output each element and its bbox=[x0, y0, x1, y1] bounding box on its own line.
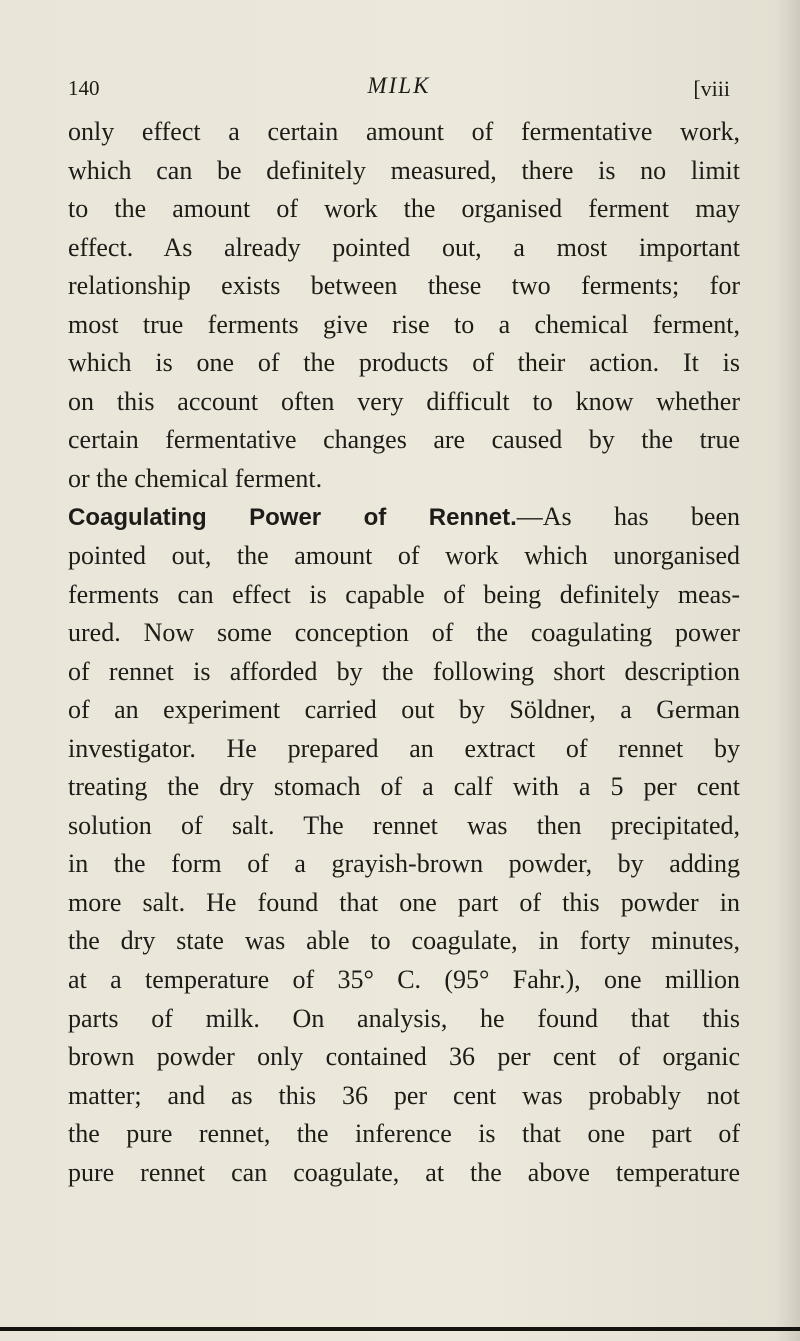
text-line: solution of salt. The rennet was then precipitated, bbox=[68, 810, 740, 840]
text-line: or the chemical ferment. bbox=[68, 463, 323, 493]
text-line: pointed out, the amount of work which unorganised bbox=[68, 541, 740, 571]
text-line: which is one of the products of their action. It is bbox=[68, 348, 740, 378]
text-line: ferments can effect is capable of being definitely meas- bbox=[68, 579, 740, 609]
section-heading: Coagulating Power of Rennet. bbox=[68, 504, 517, 532]
text-line: effect. As already pointed out, a most important bbox=[68, 232, 740, 262]
chapter-mark: [viii bbox=[693, 76, 730, 101]
text-line: at a temperature of 35° C. (95° Fahr.), one million bbox=[68, 965, 740, 995]
text-line: most true ferments give rise to a chemical ferment, bbox=[68, 309, 740, 339]
text-line: more salt. He found that one part of this powder in bbox=[68, 887, 740, 917]
page-number: 140 bbox=[68, 76, 100, 100]
text-line: relationship exists between these two ferments; for bbox=[68, 271, 740, 301]
section-heading-continuation: —As has been bbox=[516, 502, 741, 532]
body-text bbox=[68, 113, 740, 1192]
text-line: the pure rennet, the inference is that one part of bbox=[68, 1119, 740, 1149]
text-line: parts of milk. On analysis, he found that this bbox=[68, 1003, 740, 1033]
text-line: brown powder only contained 36 per cent of organic bbox=[68, 1042, 740, 1072]
text-line: only effect a certain amount of fermentative work, bbox=[68, 117, 740, 146]
text-line: in the form of a grayish-brown powder, by adding bbox=[68, 849, 740, 879]
text-line: treating the dry stomach of a calf with a 5 per cent bbox=[68, 772, 740, 802]
text-line: to the amount of work the organised ferment may bbox=[68, 194, 740, 224]
text-line: ured. Now some conception of the coagulating power bbox=[68, 618, 740, 648]
running-head: MILK bbox=[367, 73, 431, 98]
text-line: which can be definitely measured, there is no limit bbox=[68, 155, 740, 185]
text-line: investigator. He prepared an extract of rennet by bbox=[68, 733, 740, 763]
page-header bbox=[68, 70, 730, 110]
text-line: the dry state was able to coagulate, in forty minutes, bbox=[68, 926, 740, 956]
text-line: of an experiment carried out by Söldner, a German bbox=[68, 695, 740, 725]
text-line: on this account often very difficult to know whether bbox=[68, 386, 740, 416]
section-heading-line bbox=[68, 498, 740, 537]
text-line: certain fermentative changes are caused by the true bbox=[68, 425, 740, 455]
text-line: of rennet is afforded by the following short description bbox=[68, 656, 740, 686]
text-line: matter; and as this 36 per cent was probably not bbox=[68, 1080, 740, 1110]
text-line: pure rennet can coagulate, at the above temperature bbox=[68, 1157, 740, 1187]
bottom-rule bbox=[0, 1327, 800, 1331]
